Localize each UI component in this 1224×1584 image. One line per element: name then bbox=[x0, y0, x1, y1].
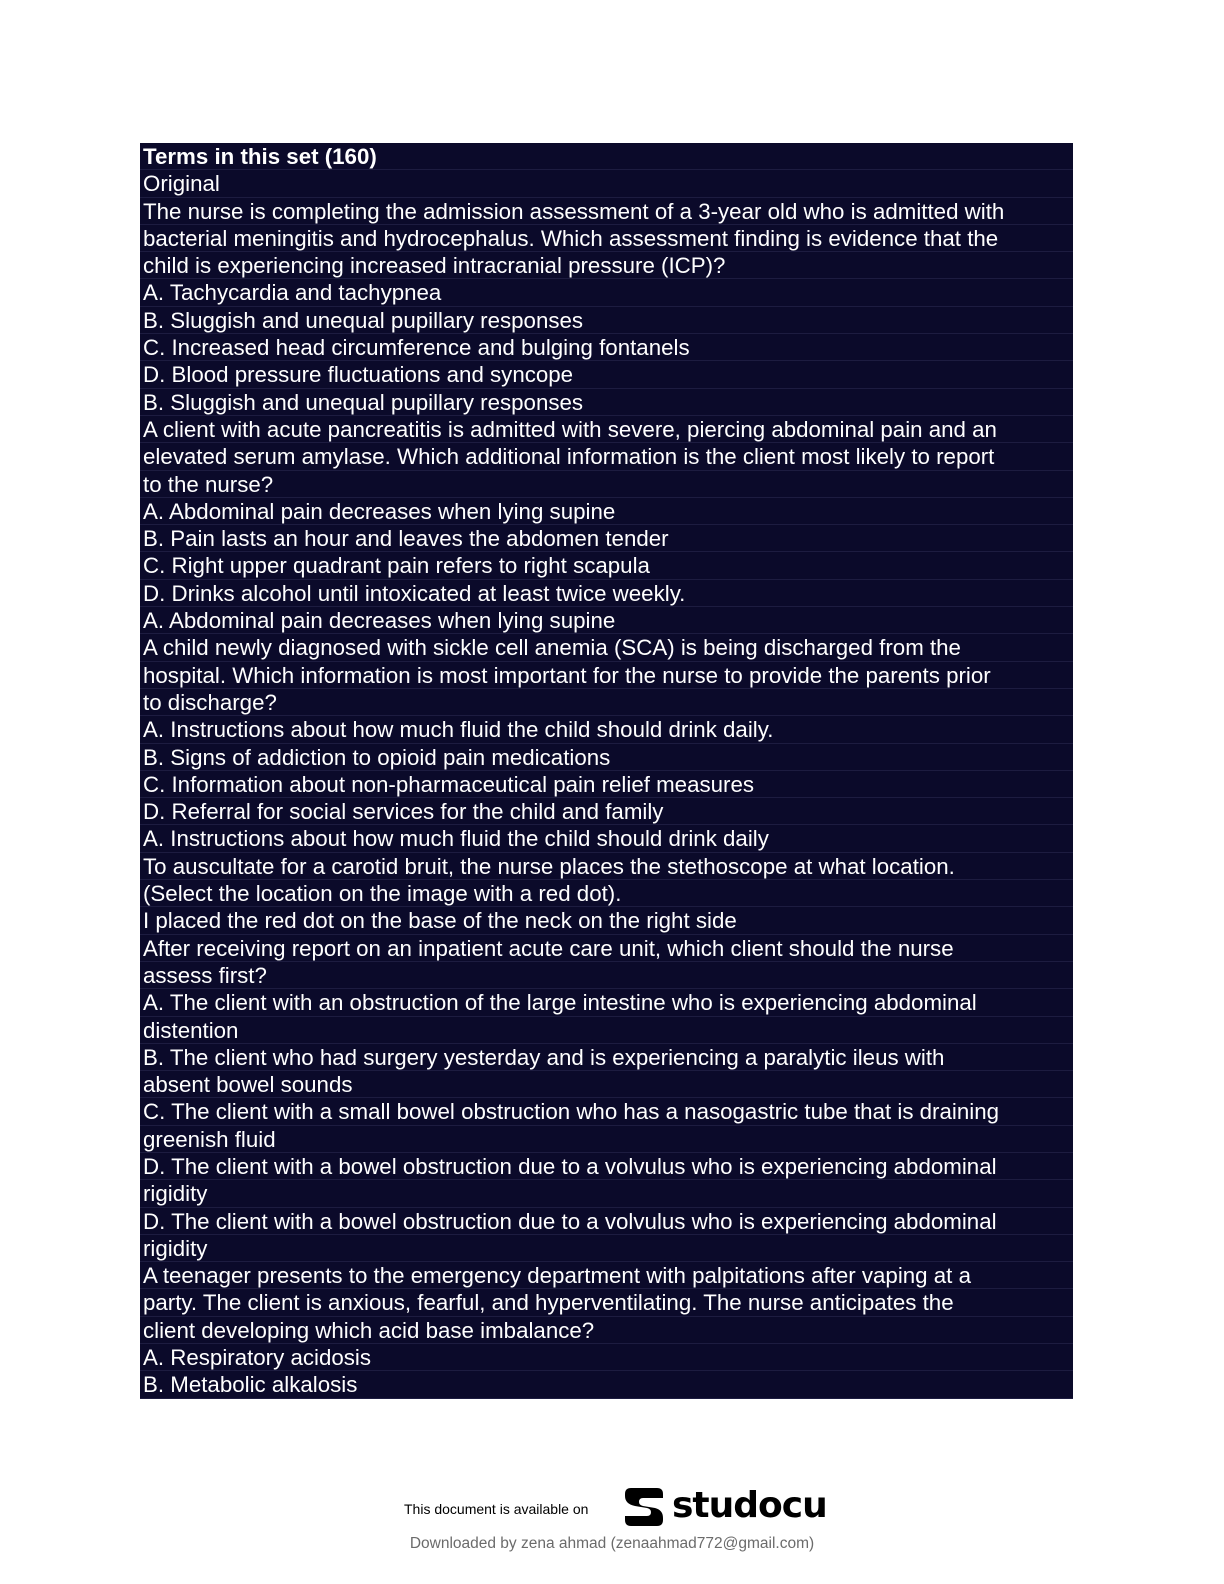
text-line: D. Drinks alcohol until intoxicated at least twice weekly. bbox=[140, 580, 1073, 607]
text-line: A client with acute pancreatitis is admitted with severe, piercing abdominal pain and an bbox=[140, 416, 1073, 443]
text-line: C. Information about non-pharmaceutical pain relief measures bbox=[140, 771, 1073, 798]
text-line: D. The client with a bowel obstruction due to a volvulus who is experiencing abdominal bbox=[140, 1153, 1073, 1180]
download-attribution: Downloaded by zena ahmad (zenaahmad772@gmail.com) bbox=[409, 1535, 815, 1552]
text-line: A. Tachycardia and tachypnea bbox=[140, 279, 1073, 306]
text-line: To auscultate for a carotid bruit, the nurse places the stethoscope at what location. bbox=[140, 853, 1073, 880]
text-line: A. Abdominal pain decreases when lying supine bbox=[140, 498, 1073, 525]
text-line: B. Sluggish and unequal pupillary responses bbox=[140, 307, 1073, 334]
text-line: rigidity bbox=[140, 1180, 1073, 1207]
text-line: bacterial meningitis and hydrocephalus. Which assessment finding is evidence that the bbox=[140, 225, 1073, 252]
text-line: The nurse is completing the admission assessment of a 3-year old who is admitted with bbox=[140, 198, 1073, 225]
text-line: assess first? bbox=[140, 962, 1073, 989]
text-line: B. The client who had surgery yesterday and is experiencing a paralytic ileus with bbox=[140, 1044, 1073, 1071]
text-line: to discharge? bbox=[140, 689, 1073, 716]
studocu-wordmark[interactable]: studocu bbox=[672, 1485, 827, 1526]
footer bbox=[0, 1478, 1224, 1584]
text-line: B. Signs of addiction to opioid pain medications bbox=[140, 744, 1073, 771]
text-line: hospital. Which information is most important for the nurse to provide the parents prior bbox=[140, 662, 1073, 689]
text-line: C. The client with a small bowel obstruction who has a nasogastric tube that is draining bbox=[140, 1098, 1073, 1125]
text-line: After receiving report on an inpatient acute care unit, which client should the nurse bbox=[140, 935, 1073, 962]
text-line: I placed the red dot on the base of the neck on the right side bbox=[140, 907, 1073, 934]
text-line: C. Right upper quadrant pain refers to right scapula bbox=[140, 552, 1073, 579]
text-line: distention bbox=[140, 1017, 1073, 1044]
text-line: rigidity bbox=[140, 1235, 1073, 1262]
text-line: client developing which acid base imbalance? bbox=[140, 1317, 1073, 1344]
text-line: D. Referral for social services for the child and family bbox=[140, 798, 1073, 825]
text-line: Original bbox=[140, 170, 1073, 197]
text-line: A teenager presents to the emergency department with palpitations after vaping at a bbox=[140, 1262, 1073, 1289]
text-line: A. Instructions about how much fluid the child should drink daily bbox=[140, 825, 1073, 852]
text-line: absent bowel sounds bbox=[140, 1071, 1073, 1098]
text-line: A child newly diagnosed with sickle cell anemia (SCA) is being discharged from the bbox=[140, 634, 1073, 661]
text-line: greenish fluid bbox=[140, 1126, 1073, 1153]
text-line: elevated serum amylase. Which additional information is the client most likely to report bbox=[140, 443, 1073, 470]
text-line: A. Instructions about how much fluid the child should drink daily. bbox=[140, 716, 1073, 743]
text-line: to the nurse? bbox=[140, 471, 1073, 498]
document-text-block bbox=[140, 143, 1073, 1399]
set-heading: Terms in this set (160) bbox=[140, 143, 1073, 170]
text-line: B. Pain lasts an hour and leaves the abdomen tender bbox=[140, 525, 1073, 552]
text-line: C. Increased head circumference and bulging fontanels bbox=[140, 334, 1073, 361]
text-line: B. Metabolic alkalosis bbox=[140, 1371, 1073, 1398]
text-line: A. Respiratory acidosis bbox=[140, 1344, 1073, 1371]
text-line: (Select the location on the image with a red dot). bbox=[140, 880, 1073, 907]
available-on-text: This document is available on bbox=[404, 1501, 589, 1517]
studocu-logo-icon[interactable] bbox=[621, 1484, 667, 1530]
text-line: A. Abdominal pain decreases when lying supine bbox=[140, 607, 1073, 634]
text-line: party. The client is anxious, fearful, and hyperventilating. The nurse anticipates the bbox=[140, 1289, 1073, 1316]
text-line: A. The client with an obstruction of the large intestine who is experiencing abdominal bbox=[140, 989, 1073, 1016]
text-line: D. Blood pressure fluctuations and syncope bbox=[140, 361, 1073, 388]
text-line: D. The client with a bowel obstruction due to a volvulus who is experiencing abdominal bbox=[140, 1208, 1073, 1235]
text-line: B. Sluggish and unequal pupillary responses bbox=[140, 389, 1073, 416]
text-line: child is experiencing increased intracranial pressure (ICP)? bbox=[140, 252, 1073, 279]
